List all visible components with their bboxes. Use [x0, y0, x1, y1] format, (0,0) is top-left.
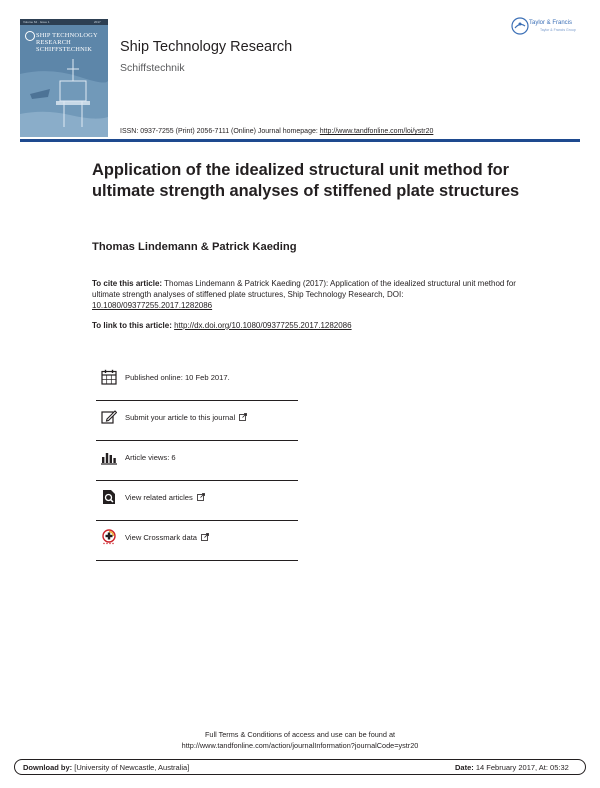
issn-line — [120, 128, 433, 135]
citation-label: To cite this article: — [92, 279, 163, 288]
download-date-label: Date: — [455, 763, 474, 772]
issn-text: ISSN: 0937-7255 (Print) 2056-7111 (Online) Journal homepage: — [120, 128, 320, 135]
publisher-name: Taylor & Francis — [529, 20, 573, 26]
citation-text: Thomas Lindemann & Patrick Kaeding (2017): Application of the idealized structural unit method for ultimate strength analyses of stiffened plate structures, Ship Technology Research, DOI: — [92, 279, 516, 299]
terms-line: Full Terms & Conditions of access and use can be found at — [204, 730, 396, 739]
citation-block — [92, 278, 520, 311]
publisher-group: Taylor & Francis Group — [540, 28, 576, 32]
bar-chart-icon — [101, 449, 117, 465]
article-url-link[interactable]: http://dx.doi.org/10.1080/09377255.2017.1282086 — [174, 321, 352, 330]
submit-article-label: Submit your article to this journal — [125, 413, 236, 422]
downloaded-by-label: Download by: — [23, 763, 73, 772]
edit-icon — [101, 409, 117, 425]
cover-logo-icon — [25, 31, 35, 41]
published-online-row — [96, 361, 298, 401]
article-views-text: Article views: 6 — [125, 453, 176, 462]
related-articles-link[interactable] — [125, 493, 205, 502]
submit-article-row[interactable] — [96, 401, 298, 441]
journal-homepage-link[interactable]: http://www.tandfonline.com/loi/ystr20 — [319, 128, 434, 135]
related-articles-icon — [101, 489, 117, 505]
cover-volume-text: Volume 64 · Issue 1 — [23, 20, 50, 24]
terms-link[interactable]: http://www.tandfonline.com/action/journalInformation?journalCode=ystr20 — [181, 741, 419, 750]
download-date-value: 14 February 2017, At: 05:32 — [473, 763, 569, 772]
external-link-icon — [239, 413, 247, 421]
related-articles-row[interactable] — [96, 481, 298, 521]
download-date — [455, 763, 569, 772]
related-articles-label: View related articles — [125, 493, 193, 502]
doi-link[interactable]: 10.1080/09377255.2017.1282086 — [92, 301, 213, 310]
downloaded-by-value: [University of Newcastle, Australia] — [72, 763, 190, 772]
journal-cover-image — [20, 19, 108, 137]
terms-and-conditions — [0, 729, 600, 751]
download-info-bar — [14, 759, 586, 775]
cover-year-text: 2017 — [94, 20, 101, 24]
header-divider — [20, 139, 580, 142]
link-label: To link to this article: — [92, 321, 175, 330]
downloaded-by — [23, 763, 189, 772]
journal-subtitle: Schiffstechnik — [120, 62, 185, 74]
crossmark-label: View Crossmark data — [125, 533, 198, 542]
submit-article-link[interactable] — [125, 413, 247, 422]
taylor-francis-logo-icon — [510, 16, 582, 36]
cover-title-line: RESEARCH — [36, 39, 71, 46]
crossmark-icon — [101, 529, 117, 545]
article-authors: Thomas Lindemann & Patrick Kaeding — [92, 241, 297, 253]
cover-title — [36, 32, 98, 53]
journal-title: Ship Technology Research — [120, 39, 293, 55]
crossmark-link[interactable] — [125, 533, 209, 542]
cover-title-line: SHIP TECHNOLOGY — [36, 32, 98, 39]
calendar-icon — [101, 369, 117, 385]
crossmark-row[interactable] — [96, 521, 298, 561]
external-link-icon — [197, 493, 205, 501]
cover-title-line: SCHIFFSTECHNIK — [36, 46, 93, 53]
article-title: Application of the idealized structural unit method for ultimate strength analyses of stiffened plate structures — [92, 161, 520, 200]
article-views-row — [96, 441, 298, 481]
external-link-icon — [201, 533, 209, 541]
link-to-article — [92, 321, 352, 330]
published-online-text: Published online: 10 Feb 2017. — [125, 373, 230, 382]
